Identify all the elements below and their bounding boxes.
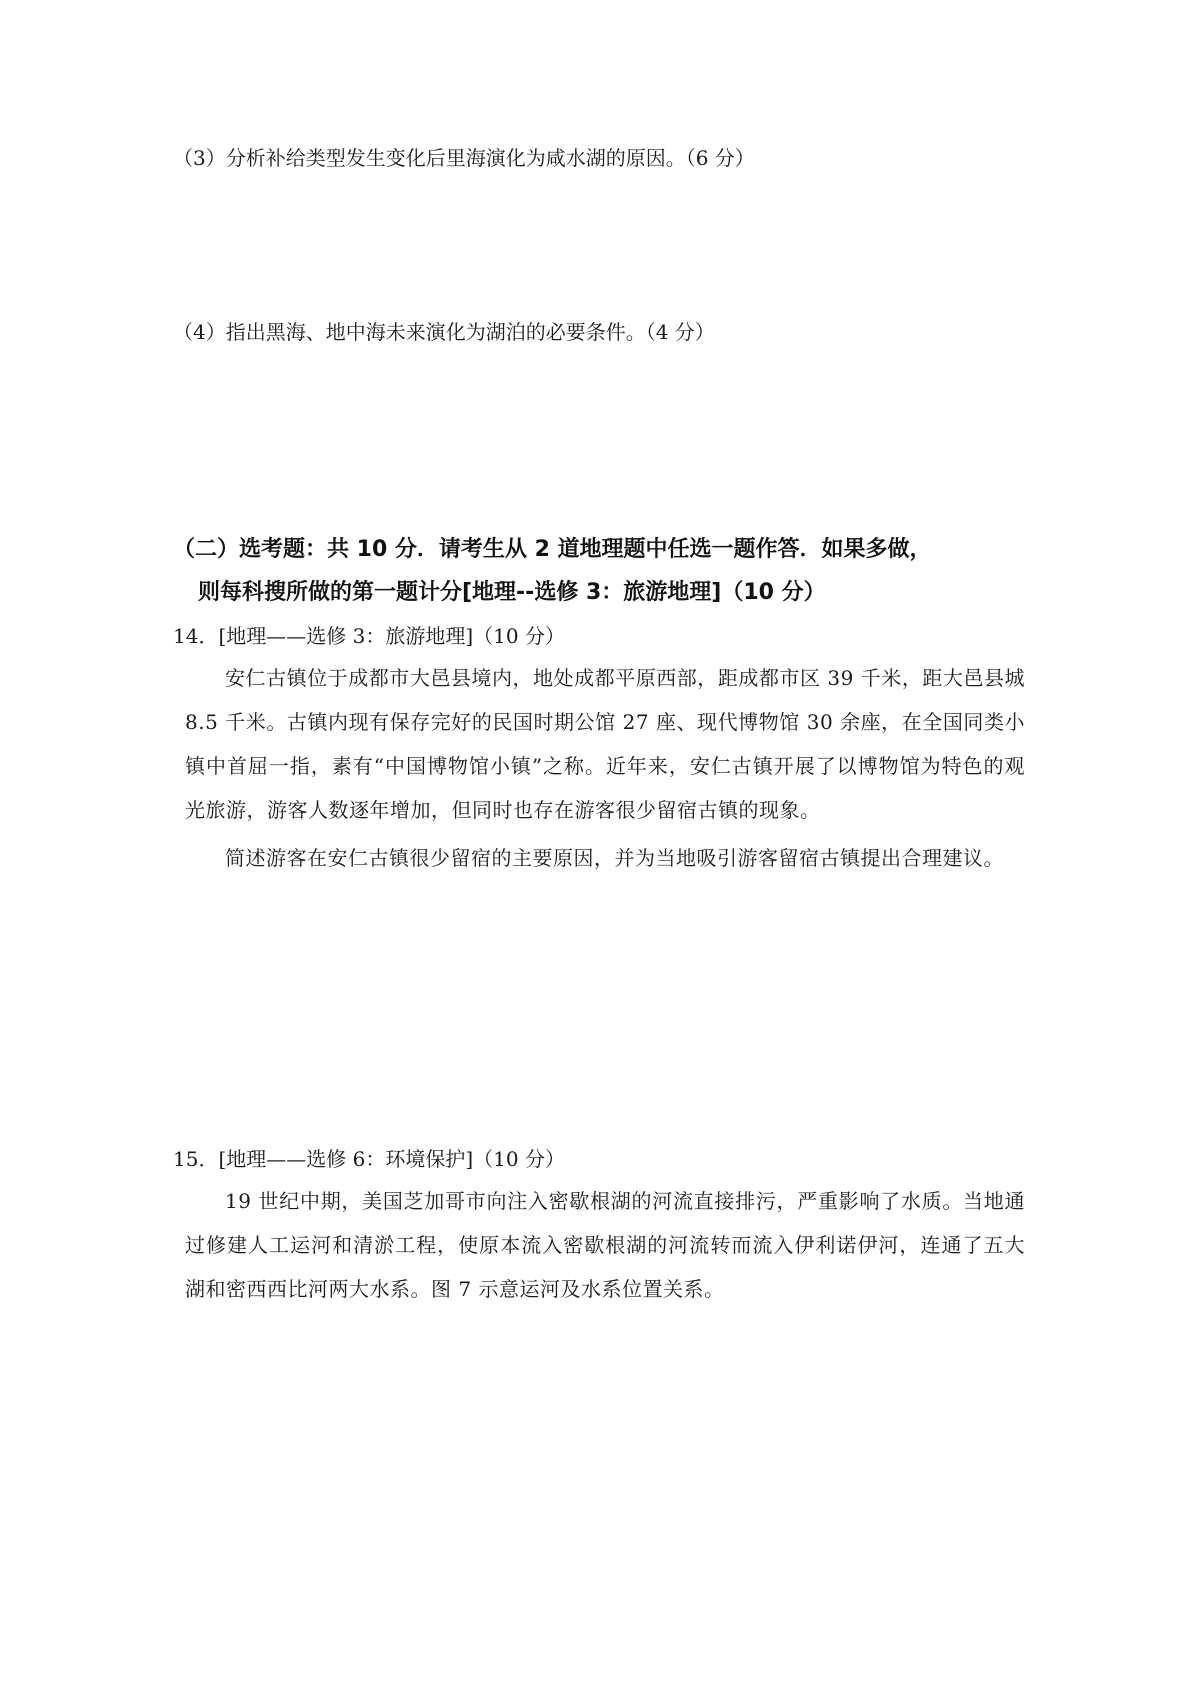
elective-heading-line-2: 则每科搜所做的第一题计分[地理--选修 3：旅游地理]（10 分） [198,580,826,605]
question-15-title: 15．[地理——选修 6：环境保护]（10 分） [173,1147,565,1171]
question-4: （4）指出黑海、地中海未来演化为湖泊的必要条件。（4 分） [173,320,715,344]
elective-heading-line-1: （二）选考题：共 10 分．请考生从 2 道地理题中任选一题作答．如果多做， [173,537,932,562]
question-15-passage: 19 世纪中期，美国芝加哥市向注入密歇根湖的河流直接排污，严重影响了水质。当地通过修建人工运河和清淤工程，使原本流入密歇根湖的河流转而流入伊利诺伊河，连通了五大湖和密西西比河两大水系。图 7 示意运河及水系位置关系。 [185,1189,1025,1301]
question-14-prompt: 简述游客在安仁古镇很少留宿的主要原因，并为当地吸引游客留宿古镇提出合理建议。 [225,846,1004,870]
question-14-passage: 安仁古镇位于成都市大邑县境内，地处成都平原西部，距成都市区 39 千米，距大邑县城 8.5 千米。古镇内现有保存完好的民国时期公馆 27 座、现代博物馆 30 余座，在全国同类小镇中首屈一指，素有“中国博物馆小镇”之称。近年来，安仁古镇开展了以博物馆为特色的观光旅游，游客人数逐年增加，但同时也存在游客很少留宿古镇的现象。 [185,666,1025,822]
question-14-title: 14．[地理——选修 3：旅游地理]（10 分） [173,624,565,648]
question-3: （3）分析补给类型发生变化后里海演化为咸水湖的原因。（6 分） [173,146,755,170]
